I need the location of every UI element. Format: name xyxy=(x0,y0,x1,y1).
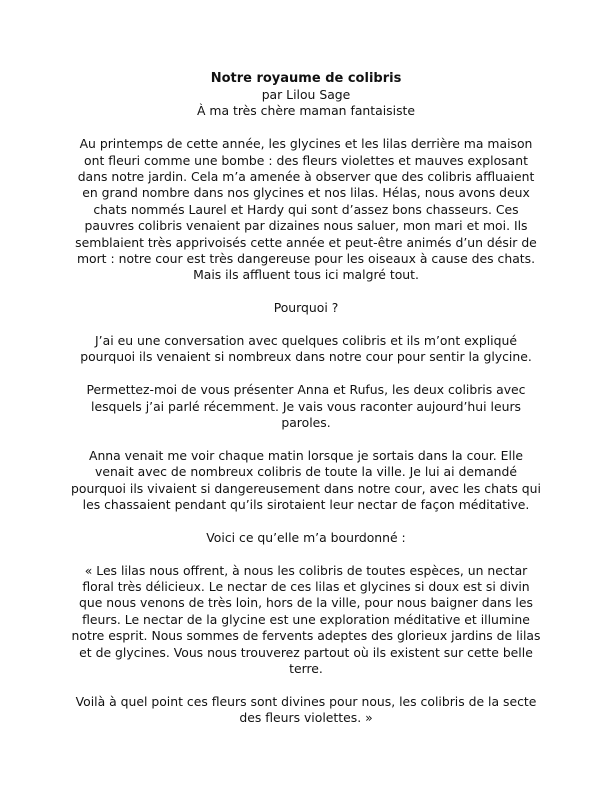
paragraph-quote: « Les lilas nous offrent, à nous les colibris de toutes espèces, un nectar floral très délicieux. Le nectar de ces lilas et glycines si doux est si divin que nous venons de très loin, hors de la ville, pour nous baigner dans les fleurs. Le nectar de la glycine est une exploration méditative et illumine notre esprit. Nous sommes de fervents adeptes des glorieux jardins de lilas et de glycines. Vous nous trouverez partout où ils existent sur cette belle terre. xyxy=(71,562,541,677)
paragraph-buzzed: Voici ce qu’elle m’a bourdonné : xyxy=(206,529,406,545)
document-title: Notre royaume de colibris xyxy=(210,71,402,86)
paragraph-introduce-birds: Permettez-moi de vous présenter Anna et Rufus, les deux colibris avec lesquels j’ai parlé récemment. Je vais vous raconter aujourd’hui leurs paroles. xyxy=(86,382,526,431)
author-byline: par Lilou Sage xyxy=(261,87,351,102)
paragraph-intro: Au printemps de cette année, les glycines et les lilas derrière ma maison ont fleuri comme une bombe : des fleurs violettes et mauves explosant dans notre jardin. Cela m’a amenée à observer que des colibris affluaient en grand nombre dans nos glycines et nos lilas. Hélas, nous avons deux chats nommés Laurel et Hardy qui sont d’assez bons chasseurs. Ces pauvres colibris venaient par dizaines nous saluer, mon mari et moi. Ils semblaient très apprivoisés cette année et peut-être animés d’un désir de mort : notre cour est très dangereuse pour les oiseaux à cause des chats. Mais ils affluent tous ici malgré tout. xyxy=(75,136,537,283)
document-page xyxy=(70,70,542,727)
paragraph-closing: Voilà à quel point ces fleurs sont divines pour nous, les colibris de la secte des fleurs violettes. » xyxy=(75,693,537,726)
paragraph-anna: Anna venait me voir chaque matin lorsque je sortais dans la cour. Elle venait avec de nombreux colibris de toute la ville. Je lui ai demandé pourquoi ils vivaient si dangereusement dans notre cour, avec les chats qui les chassaient pendant qu’ils sirotaient leur nectar de façon méditative. xyxy=(71,447,541,513)
paragraph-question: Pourquoi ? xyxy=(273,300,339,316)
dedication: À ma très chère maman fantaisiste xyxy=(196,103,416,119)
paragraph-conversation: J’ai eu une conversation avec quelques colibris et ils m’ont expliqué pourquoi ils venaient si nombreux dans notre cour pour sentir la glycine. xyxy=(80,333,532,365)
